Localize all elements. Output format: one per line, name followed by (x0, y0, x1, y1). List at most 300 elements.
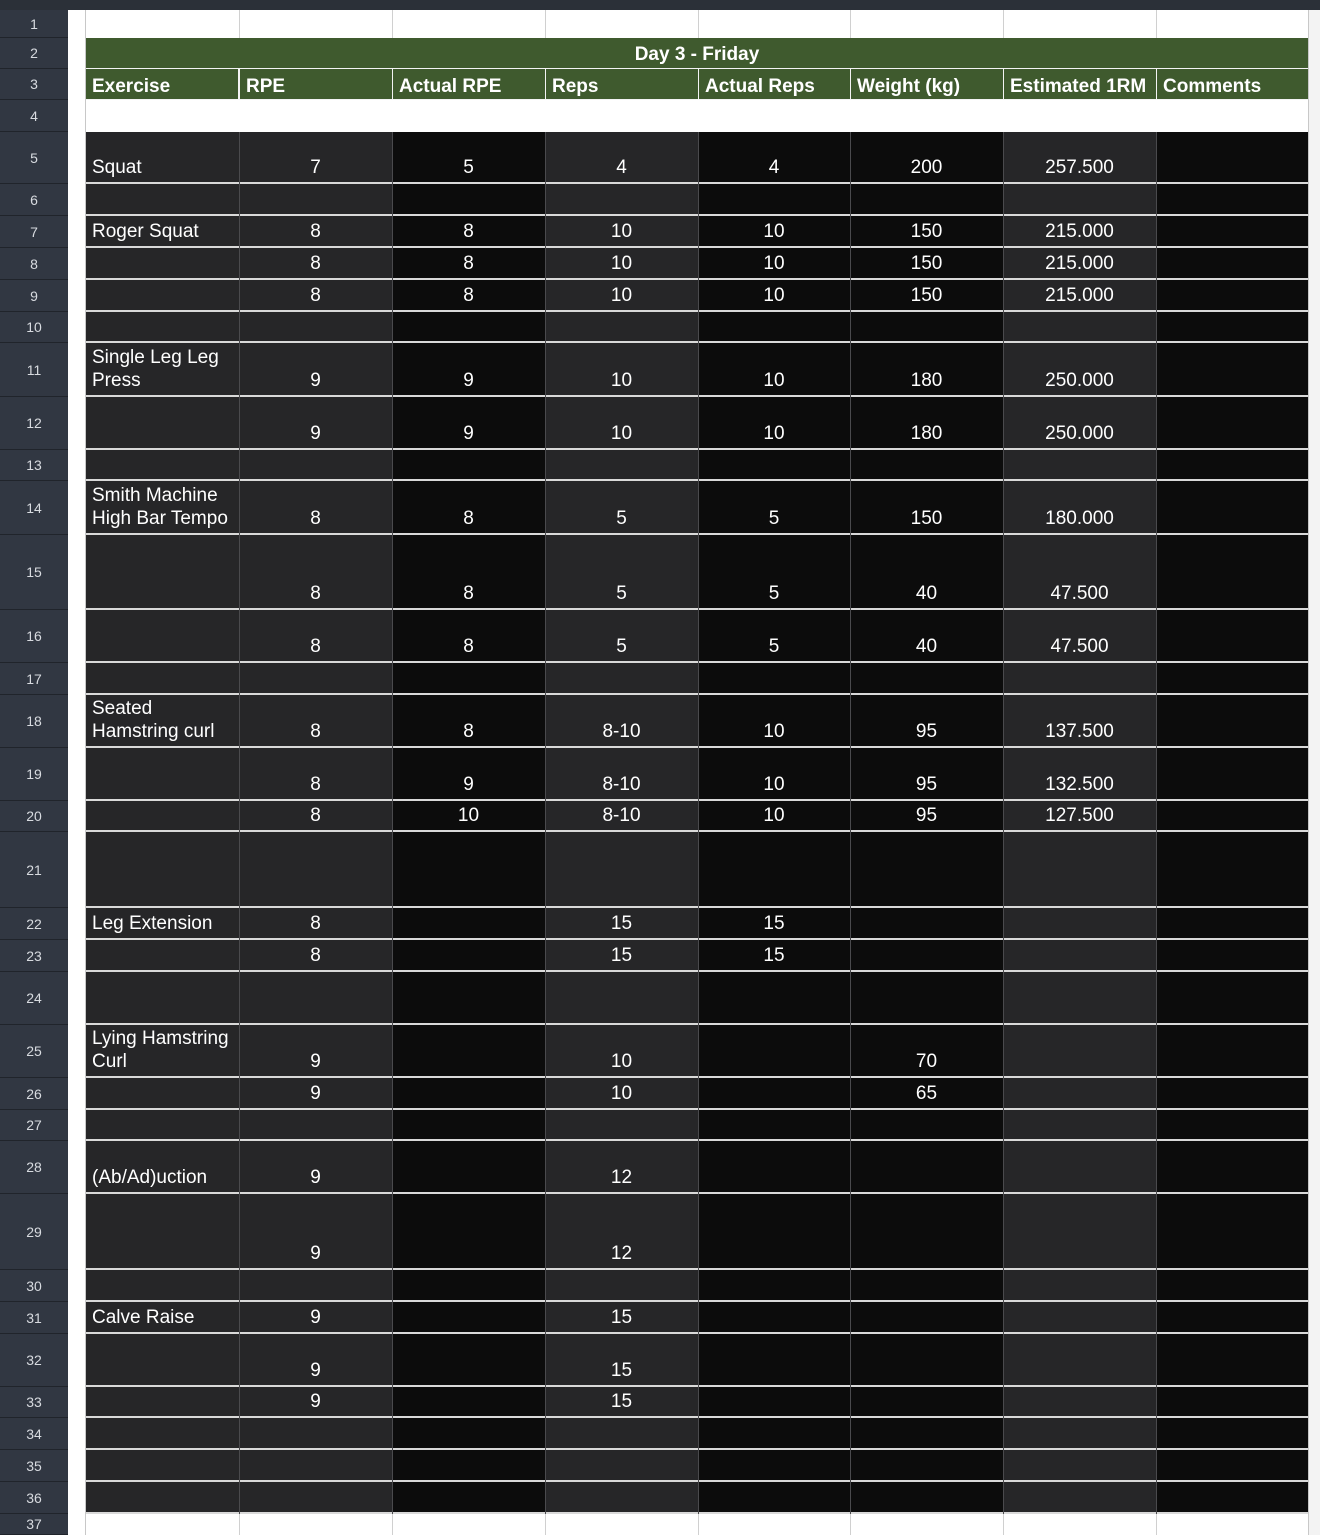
table-cell[interactable]: 47.500 (1003, 610, 1156, 663)
table-cell[interactable]: 9 (239, 397, 392, 450)
table-cell[interactable] (1003, 1270, 1156, 1302)
table-cell[interactable] (239, 1450, 392, 1482)
table-cell[interactable] (1156, 132, 1308, 184)
table-cell[interactable]: 250.000 (1003, 343, 1156, 397)
row-header-3[interactable]: 3 (0, 69, 68, 100)
table-cell[interactable]: 9 (239, 1387, 392, 1418)
table-cell[interactable] (1156, 1141, 1308, 1194)
exercise-cell[interactable]: Smith Machine High Bar Tempo (86, 481, 239, 535)
table-cell[interactable]: 8 (239, 908, 392, 940)
table-cell[interactable]: 132.500 (1003, 748, 1156, 801)
table-cell[interactable] (392, 1418, 545, 1450)
table-cell[interactable]: 8 (239, 748, 392, 801)
table-cell[interactable] (1156, 535, 1308, 610)
row-header-4[interactable]: 4 (0, 100, 68, 132)
row-header-32[interactable]: 32 (0, 1334, 68, 1387)
table-cell[interactable]: 8 (392, 610, 545, 663)
table-cell[interactable]: 5 (545, 610, 698, 663)
exercise-cell[interactable]: Seated Hamstring curl (86, 695, 239, 748)
row-header-16[interactable]: 16 (0, 610, 68, 663)
exercise-cell[interactable] (86, 312, 239, 343)
table-cell[interactable]: 137.500 (1003, 695, 1156, 748)
table-cell[interactable] (392, 1110, 545, 1141)
table-cell[interactable]: 8 (392, 695, 545, 748)
table-cell[interactable] (1003, 1334, 1156, 1387)
row-header-14[interactable]: 14 (0, 481, 68, 535)
row-header-34[interactable]: 34 (0, 1418, 68, 1450)
table-cell[interactable] (239, 832, 392, 908)
exercise-cell[interactable] (86, 940, 239, 972)
table-cell[interactable]: 8 (392, 248, 545, 280)
table-cell[interactable]: 10 (545, 248, 698, 280)
table-cell[interactable]: 10 (698, 695, 850, 748)
table-cell[interactable]: 15 (545, 908, 698, 940)
table-cell[interactable] (239, 1110, 392, 1141)
table-cell[interactable]: 10 (698, 216, 850, 248)
row-header-35[interactable]: 35 (0, 1450, 68, 1482)
table-cell[interactable]: 8 (392, 535, 545, 610)
exercise-cell[interactable] (86, 663, 239, 695)
exercise-cell[interactable] (86, 801, 239, 832)
table-cell[interactable] (1003, 450, 1156, 481)
table-cell[interactable] (850, 1334, 1003, 1387)
table-cell[interactable] (698, 450, 850, 481)
table-cell[interactable]: 5 (392, 132, 545, 184)
row-header-25[interactable]: 25 (0, 1025, 68, 1078)
row-header-33[interactable]: 33 (0, 1387, 68, 1418)
table-cell[interactable] (392, 1270, 545, 1302)
table-cell[interactable] (1003, 1302, 1156, 1334)
row-header-7[interactable]: 7 (0, 216, 68, 248)
table-cell[interactable]: 10 (545, 1078, 698, 1110)
table-cell[interactable] (850, 908, 1003, 940)
column-header-exercise[interactable]: Exercise (86, 69, 238, 99)
table-cell[interactable]: 10 (545, 216, 698, 248)
table-cell[interactable] (392, 1141, 545, 1194)
table-cell[interactable] (1003, 1110, 1156, 1141)
table-cell[interactable]: 9 (239, 1141, 392, 1194)
table-cell[interactable]: 9 (392, 397, 545, 450)
table-cell[interactable] (850, 940, 1003, 972)
column-header-comments[interactable]: Comments (1157, 69, 1308, 99)
row-header-10[interactable]: 10 (0, 312, 68, 343)
table-cell[interactable]: 8 (392, 481, 545, 535)
table-cell[interactable]: 9 (239, 1194, 392, 1270)
table-cell[interactable]: 9 (239, 1025, 392, 1078)
exercise-cell[interactable]: Single Leg Leg Press (86, 343, 239, 397)
table-cell[interactable] (392, 1387, 545, 1418)
table-cell[interactable]: 9 (239, 343, 392, 397)
table-cell[interactable] (850, 1141, 1003, 1194)
table-cell[interactable]: 257.500 (1003, 132, 1156, 184)
table-cell[interactable]: 15 (545, 1387, 698, 1418)
table-cell[interactable]: 40 (850, 610, 1003, 663)
table-cell[interactable] (1156, 1270, 1308, 1302)
table-cell[interactable] (1156, 1450, 1308, 1482)
row-header-1[interactable]: 1 (0, 10, 68, 38)
table-cell[interactable] (392, 450, 545, 481)
row-header-22[interactable]: 22 (0, 908, 68, 940)
table-cell[interactable] (1156, 663, 1308, 695)
table-cell[interactable] (1003, 1141, 1156, 1194)
table-cell[interactable]: 9 (239, 1334, 392, 1387)
table-cell[interactable]: 8 (239, 801, 392, 832)
table-cell[interactable]: 10 (698, 397, 850, 450)
table-cell[interactable] (1156, 801, 1308, 832)
table-cell[interactable] (1003, 940, 1156, 972)
table-cell[interactable] (850, 1110, 1003, 1141)
row-header-13[interactable]: 13 (0, 450, 68, 481)
table-cell[interactable]: 7 (239, 132, 392, 184)
table-cell[interactable] (1003, 1450, 1156, 1482)
exercise-cell[interactable] (86, 184, 239, 216)
row-header-31[interactable]: 31 (0, 1302, 68, 1334)
table-cell[interactable] (1003, 1078, 1156, 1110)
row-header-37[interactable]: 37 (0, 1514, 68, 1535)
table-cell[interactable]: 8 (239, 695, 392, 748)
exercise-cell[interactable] (86, 1270, 239, 1302)
exercise-cell[interactable] (86, 1110, 239, 1141)
table-cell[interactable] (392, 184, 545, 216)
table-cell[interactable]: 127.500 (1003, 801, 1156, 832)
table-cell[interactable] (1003, 832, 1156, 908)
table-cell[interactable]: 70 (850, 1025, 1003, 1078)
table-cell[interactable] (239, 450, 392, 481)
table-cell[interactable] (698, 1141, 850, 1194)
column-header-actual-rpe[interactable]: Actual RPE (393, 69, 545, 99)
table-cell[interactable]: 4 (545, 132, 698, 184)
table-cell[interactable] (392, 1302, 545, 1334)
row-header-5[interactable]: 5 (0, 132, 68, 184)
table-cell[interactable] (239, 1270, 392, 1302)
table-cell[interactable] (850, 312, 1003, 343)
table-cell[interactable] (698, 1078, 850, 1110)
table-cell[interactable] (1156, 1482, 1308, 1514)
table-cell[interactable] (1156, 1025, 1308, 1078)
table-cell[interactable] (698, 1334, 850, 1387)
table-cell[interactable]: 10 (698, 343, 850, 397)
exercise-cell[interactable] (86, 1482, 239, 1514)
exercise-cell[interactable] (86, 972, 239, 1025)
table-cell[interactable] (850, 663, 1003, 695)
table-cell[interactable] (850, 1418, 1003, 1450)
column-header-rpe[interactable]: RPE (240, 69, 392, 99)
table-cell[interactable] (239, 972, 392, 1025)
table-cell[interactable] (545, 184, 698, 216)
table-cell[interactable] (1156, 1194, 1308, 1270)
exercise-cell[interactable] (86, 450, 239, 481)
table-cell[interactable]: 9 (392, 748, 545, 801)
table-cell[interactable] (1156, 610, 1308, 663)
table-cell[interactable]: 215.000 (1003, 216, 1156, 248)
row-header-15[interactable]: 15 (0, 535, 68, 610)
table-cell[interactable]: 180 (850, 343, 1003, 397)
table-cell[interactable] (239, 1482, 392, 1514)
table-cell[interactable] (850, 832, 1003, 908)
column-header-weight-kg[interactable]: Weight (kg) (851, 69, 1003, 99)
table-cell[interactable]: 10 (698, 280, 850, 312)
table-cell[interactable] (392, 1194, 545, 1270)
table-cell[interactable] (850, 1194, 1003, 1270)
table-cell[interactable]: 8 (239, 216, 392, 248)
table-cell[interactable] (1156, 1418, 1308, 1450)
row-header-24[interactable]: 24 (0, 972, 68, 1025)
table-cell[interactable]: 5 (698, 535, 850, 610)
exercise-cell[interactable] (86, 1078, 239, 1110)
table-cell[interactable]: 8 (239, 280, 392, 312)
table-cell[interactable] (1003, 184, 1156, 216)
exercise-cell[interactable]: Calve Raise (86, 1302, 239, 1334)
table-cell[interactable] (392, 972, 545, 1025)
table-cell[interactable] (850, 1450, 1003, 1482)
table-cell[interactable] (698, 1110, 850, 1141)
row-header-20[interactable]: 20 (0, 801, 68, 832)
table-cell[interactable]: 250.000 (1003, 397, 1156, 450)
exercise-cell[interactable] (86, 535, 239, 610)
row-header-18[interactable]: 18 (0, 695, 68, 748)
table-cell[interactable]: 10 (545, 280, 698, 312)
table-cell[interactable] (1003, 1025, 1156, 1078)
table-cell[interactable] (1156, 1110, 1308, 1141)
table-cell[interactable] (850, 972, 1003, 1025)
row-header-36[interactable]: 36 (0, 1482, 68, 1514)
exercise-cell[interactable] (86, 832, 239, 908)
table-cell[interactable]: 8 (392, 280, 545, 312)
table-cell[interactable] (392, 663, 545, 695)
table-cell[interactable]: 8 (239, 535, 392, 610)
table-cell[interactable] (1156, 397, 1308, 450)
table-cell[interactable]: 200 (850, 132, 1003, 184)
table-cell[interactable] (545, 1110, 698, 1141)
table-cell[interactable] (1003, 1482, 1156, 1514)
column-header-estimated-1rm[interactable]: Estimated 1RM (1004, 69, 1156, 99)
exercise-cell[interactable]: Leg Extension (86, 908, 239, 940)
row-header-11[interactable]: 11 (0, 343, 68, 397)
table-cell[interactable] (1156, 184, 1308, 216)
table-cell[interactable] (1156, 343, 1308, 397)
table-cell[interactable]: 9 (239, 1302, 392, 1334)
exercise-cell[interactable]: Roger Squat (86, 216, 239, 248)
row-header-26[interactable]: 26 (0, 1078, 68, 1110)
exercise-cell[interactable] (86, 280, 239, 312)
table-cell[interactable] (239, 184, 392, 216)
table-cell[interactable]: 8 (392, 216, 545, 248)
table-cell[interactable] (392, 908, 545, 940)
table-cell[interactable] (1156, 972, 1308, 1025)
table-cell[interactable] (1156, 940, 1308, 972)
table-cell[interactable] (698, 184, 850, 216)
exercise-cell[interactable] (86, 1387, 239, 1418)
table-cell[interactable]: 10 (545, 1025, 698, 1078)
table-cell[interactable] (392, 1078, 545, 1110)
table-cell[interactable] (698, 1194, 850, 1270)
table-cell[interactable] (698, 1387, 850, 1418)
exercise-cell[interactable] (86, 1418, 239, 1450)
table-cell[interactable] (850, 450, 1003, 481)
row-header-8[interactable]: 8 (0, 248, 68, 280)
table-cell[interactable] (545, 663, 698, 695)
table-cell[interactable] (1156, 1302, 1308, 1334)
table-cell[interactable] (1156, 312, 1308, 343)
table-cell[interactable]: 8 (239, 481, 392, 535)
table-cell[interactable]: 180 (850, 397, 1003, 450)
table-cell[interactable] (1156, 748, 1308, 801)
exercise-cell[interactable] (86, 1334, 239, 1387)
table-cell[interactable]: 150 (850, 481, 1003, 535)
table-cell[interactable] (392, 1450, 545, 1482)
table-cell[interactable]: 10 (392, 801, 545, 832)
table-cell[interactable]: 10 (545, 343, 698, 397)
table-cell[interactable]: 8-10 (545, 801, 698, 832)
table-cell[interactable] (1156, 832, 1308, 908)
table-cell[interactable]: 150 (850, 248, 1003, 280)
row-header-23[interactable]: 23 (0, 940, 68, 972)
table-cell[interactable] (850, 1270, 1003, 1302)
row-header-27[interactable]: 27 (0, 1110, 68, 1141)
row-header-29[interactable]: 29 (0, 1194, 68, 1270)
table-cell[interactable]: 150 (850, 216, 1003, 248)
table-cell[interactable] (545, 450, 698, 481)
table-cell[interactable] (1156, 216, 1308, 248)
exercise-cell[interactable] (86, 748, 239, 801)
table-cell[interactable]: 10 (545, 397, 698, 450)
table-cell[interactable] (392, 312, 545, 343)
table-cell[interactable] (239, 312, 392, 343)
table-cell[interactable] (545, 1270, 698, 1302)
exercise-cell[interactable]: (Ab/Ad)uction (86, 1141, 239, 1194)
column-header-actual-reps[interactable]: Actual Reps (699, 69, 850, 99)
row-header-19[interactable]: 19 (0, 748, 68, 801)
table-cell[interactable] (698, 832, 850, 908)
table-cell[interactable]: 10 (698, 248, 850, 280)
table-cell[interactable] (1156, 248, 1308, 280)
empty-row-1[interactable] (86, 10, 1308, 38)
exercise-cell[interactable] (86, 1450, 239, 1482)
table-cell[interactable] (1156, 1387, 1308, 1418)
exercise-cell[interactable] (86, 610, 239, 663)
row-header-17[interactable]: 17 (0, 663, 68, 695)
empty-row-37[interactable] (86, 1514, 1308, 1535)
exercise-cell[interactable] (86, 248, 239, 280)
row-header-2[interactable]: 2 (0, 38, 68, 69)
table-cell[interactable]: 8 (239, 940, 392, 972)
table-cell[interactable] (850, 1482, 1003, 1514)
table-cell[interactable]: 9 (392, 343, 545, 397)
table-cell[interactable] (698, 1482, 850, 1514)
table-cell[interactable]: 12 (545, 1141, 698, 1194)
table-cell[interactable]: 95 (850, 801, 1003, 832)
table-cell[interactable] (392, 1482, 545, 1514)
table-cell[interactable]: 8 (239, 248, 392, 280)
column-header-reps[interactable]: Reps (546, 69, 698, 99)
table-cell[interactable] (1156, 1078, 1308, 1110)
table-cell[interactable] (698, 1025, 850, 1078)
table-cell[interactable]: 15 (698, 940, 850, 972)
table-cell[interactable] (239, 663, 392, 695)
table-cell[interactable]: 15 (545, 1302, 698, 1334)
table-cell[interactable]: 150 (850, 280, 1003, 312)
table-cell[interactable]: 15 (698, 908, 850, 940)
table-cell[interactable] (1003, 972, 1156, 1025)
table-cell[interactable] (698, 972, 850, 1025)
table-cell[interactable]: 12 (545, 1194, 698, 1270)
exercise-cell[interactable] (86, 1194, 239, 1270)
row-header-30[interactable]: 30 (0, 1270, 68, 1302)
table-cell[interactable]: 15 (545, 940, 698, 972)
table-cell[interactable] (392, 832, 545, 908)
row-header-21[interactable]: 21 (0, 832, 68, 908)
table-cell[interactable]: 40 (850, 535, 1003, 610)
table-cell[interactable] (1156, 280, 1308, 312)
table-cell[interactable]: 5 (545, 535, 698, 610)
table-cell[interactable] (1156, 481, 1308, 535)
row-header-28[interactable]: 28 (0, 1141, 68, 1194)
exercise-cell[interactable] (86, 397, 239, 450)
table-cell[interactable]: 47.500 (1003, 535, 1156, 610)
exercise-cell[interactable]: Squat (86, 132, 239, 184)
table-cell[interactable]: 95 (850, 695, 1003, 748)
table-cell[interactable]: 4 (698, 132, 850, 184)
table-cell[interactable]: 8-10 (545, 748, 698, 801)
table-cell[interactable] (1003, 312, 1156, 343)
row-header-6[interactable]: 6 (0, 184, 68, 216)
exercise-cell[interactable]: Lying Hamstring Curl (86, 1025, 239, 1078)
table-cell[interactable]: 95 (850, 748, 1003, 801)
table-cell[interactable] (1003, 1418, 1156, 1450)
table-cell[interactable] (1156, 1334, 1308, 1387)
table-cell[interactable] (392, 1025, 545, 1078)
table-cell[interactable]: 15 (545, 1334, 698, 1387)
table-cell[interactable] (1003, 1194, 1156, 1270)
table-cell[interactable]: 8 (239, 610, 392, 663)
table-cell[interactable] (850, 1387, 1003, 1418)
table-cell[interactable] (698, 663, 850, 695)
table-cell[interactable] (698, 1418, 850, 1450)
table-cell[interactable] (698, 1302, 850, 1334)
table-cell[interactable]: 10 (698, 748, 850, 801)
table-cell[interactable] (850, 1302, 1003, 1334)
table-cell[interactable] (545, 1418, 698, 1450)
table-cell[interactable]: 215.000 (1003, 280, 1156, 312)
table-cell[interactable] (1003, 1387, 1156, 1418)
row-header-9[interactable]: 9 (0, 280, 68, 312)
table-cell[interactable]: 180.000 (1003, 481, 1156, 535)
table-cell[interactable] (392, 940, 545, 972)
table-cell[interactable] (698, 1450, 850, 1482)
table-cell[interactable]: 215.000 (1003, 248, 1156, 280)
table-cell[interactable] (545, 312, 698, 343)
table-cell[interactable] (545, 1482, 698, 1514)
empty-row-4[interactable] (86, 100, 1308, 132)
table-cell[interactable] (1156, 695, 1308, 748)
row-header-12[interactable]: 12 (0, 397, 68, 450)
table-cell[interactable]: 8-10 (545, 695, 698, 748)
sheet-title-cell[interactable]: Day 3 - Friday (86, 38, 1308, 68)
table-cell[interactable]: 5 (698, 610, 850, 663)
table-cell[interactable] (239, 1418, 392, 1450)
table-cell[interactable] (545, 832, 698, 908)
table-cell[interactable] (850, 184, 1003, 216)
table-cell[interactable] (545, 1450, 698, 1482)
table-cell[interactable]: 9 (239, 1078, 392, 1110)
table-cell[interactable] (698, 1270, 850, 1302)
table-cell[interactable] (698, 312, 850, 343)
table-cell[interactable]: 5 (698, 481, 850, 535)
table-cell[interactable] (1156, 908, 1308, 940)
table-cell[interactable]: 10 (698, 801, 850, 832)
table-cell[interactable] (1003, 663, 1156, 695)
table-cell[interactable] (392, 1334, 545, 1387)
